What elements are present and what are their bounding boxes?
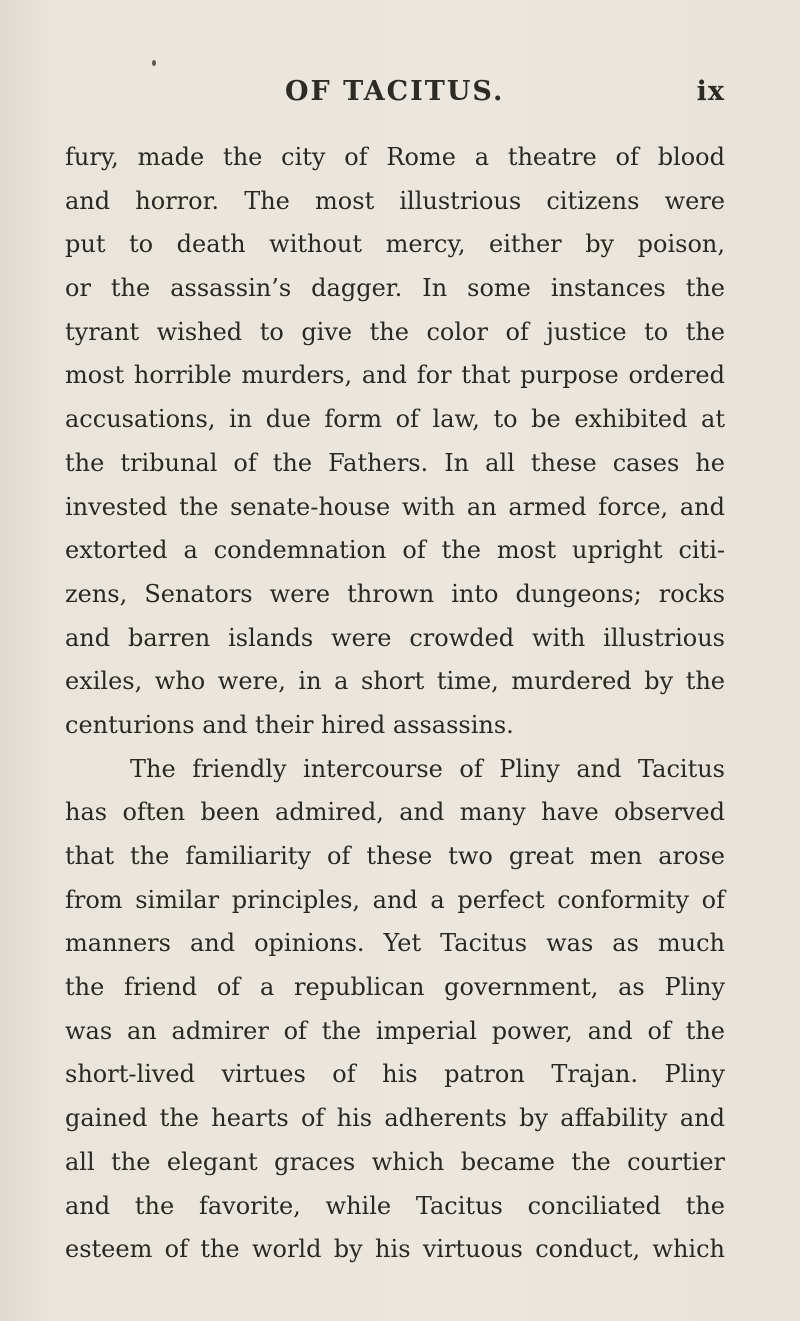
running-head [285,76,725,112]
text-line: was an admirer of the imperial power, and of the [65,1016,725,1045]
text-line: esteem of the world by his virtuous conduct, which [65,1235,725,1264]
text-line: exiles, who were, in a short time, murdered by the [65,667,725,696]
text-line: and horror. The most illustrious citizens were [65,186,725,215]
text-line: the friend of a republican government, as Pliny [65,973,725,1002]
text-line: put to death without mercy, either by poison, [65,230,725,259]
text-line: has often been admired, and many have observed [65,798,725,827]
text-line: from similar principles, and a perfect conformity of [65,885,725,914]
text-line: manners and opinions. Yet Tacitus was as much [65,929,725,958]
text-line: zens, Senators were thrown into dungeons; rocks [65,579,725,608]
text-line: accusations, in due form of law, to be exhibited at [65,405,725,434]
paragraph-last-line: centurions and their hired assassins. [65,710,514,739]
text-line: fury, made the city of Rome a theatre of blood [65,143,725,171]
text-line: gained the hearts of his adherents by affability and [65,1104,725,1133]
running-title: OF TACITUS. [285,76,505,107]
text-line: and the favorite, while Tacitus conciliated the [65,1191,725,1220]
text-line: short-lived virtues of his patron Trajan. Pliny [65,1060,725,1089]
text-line: the tribunal of the Fathers. In all these cases he [65,448,725,477]
paragraph-first-line: The friendly intercourse of Pliny and Tacitus [130,754,725,783]
paper-speck [152,60,156,66]
body-text [65,136,725,1272]
text-line: and barren islands were crowded with illustrious [65,623,725,652]
text-line: invested the senate-house with an armed force, and [65,492,725,521]
text-line: most horrible murders, and for that purpose ordered [65,361,725,390]
text-line: or the assassin’s dagger. In some instances the [65,274,725,303]
page-number: ix [696,76,725,107]
text-line: tyrant wished to give the color of justice to the [65,317,725,346]
text-line: all the elegant graces which became the courtier [65,1147,725,1176]
text-line: that the familiarity of these two great men arose [65,842,725,870]
text-line: extorted a condemnation of the most upright citi- [65,536,725,565]
